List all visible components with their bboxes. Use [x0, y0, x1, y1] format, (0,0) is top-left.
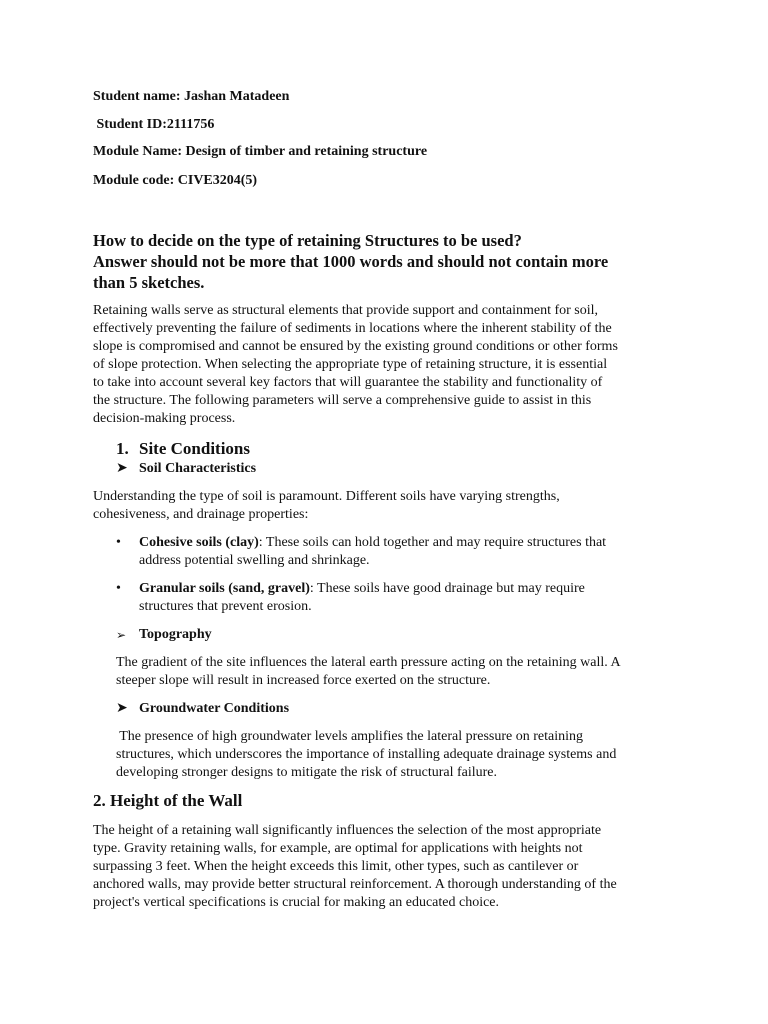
soil-line: cohesiveness, and drainage properties: — [93, 507, 309, 522]
topo-line: The gradient of the site influences the lateral earth pressure acting on the retaining wall. A — [116, 655, 621, 670]
granular-label: Granular soils (sand, gravel) — [139, 581, 310, 596]
gw-line: structures, which underscores the importance of installing adequate drainage systems and — [116, 747, 617, 762]
intro-line: to take into account several key factors that will guarantee the stability and functionality of — [93, 375, 603, 390]
question-heading — [93, 230, 693, 293]
granular-bullet — [139, 580, 679, 616]
intro-line: the structure. The following parameters will serve a comprehensive guide to assist in this — [93, 393, 592, 408]
height-line: project's vertical specifications is crucial for making an educated choice. — [93, 895, 500, 910]
small-arrow-bullet-icon: ➢ — [116, 628, 127, 642]
intro-line: Retaining walls serve as structural elements that provide support and containment for soil, — [93, 303, 599, 318]
cohesive-text: : These soils can hold together and may require structures that — [258, 535, 607, 550]
question-line-2: Answer should not be more that 1000 words and should not contain more — [93, 252, 609, 271]
topo-line: steeper slope will result in increased force exerted on the structure. — [116, 673, 491, 688]
granular-text: : These soils have good drainage but may require — [309, 581, 585, 596]
soil-characteristics-title: Soil Characteristics — [139, 461, 257, 476]
intro-line: of slope protection. When selecting the appropriate type of retaining structure, it is essential — [93, 357, 608, 372]
soil-line: Understanding the type of soil is paramount. Different soils have varying strengths, — [93, 489, 560, 504]
student-name: Student name: Jashan Matadeen — [93, 89, 290, 104]
topography-paragraph — [116, 654, 681, 690]
gw-line: The presence of high groundwater levels amplifies the lateral pressure on retaining — [116, 729, 584, 744]
cohesive-label: Cohesive soils (clay) — [139, 535, 259, 550]
granular-text-2: structures that prevent erosion. — [139, 599, 312, 614]
section1-title: Site Conditions — [139, 439, 250, 458]
height-line: anchored walls, may provide better structural reinforcement. A thorough understanding of the — [93, 877, 617, 892]
student-id: Student ID:2111756 — [93, 117, 215, 132]
question-line-1: How to decide on the type of retaining Structures to be used? — [93, 231, 522, 250]
module-name: Module Name: Design of timber and retaining structure — [93, 144, 428, 159]
arrow-bullet-icon: ➤ — [116, 701, 128, 716]
height-line: type. Gravity retaining walls, for example, are optimal for applications with heights not — [93, 841, 583, 856]
arrow-bullet-icon: ➤ — [116, 461, 128, 476]
height-line: surpassing 3 feet. When the height exceeds this limit, other types, such as cantilever or — [93, 859, 579, 874]
intro-line: slope is compromised and cannot be ensured by the existing ground conditions or other forms — [93, 339, 618, 354]
module-code: Module code: CIVE3204(5) — [93, 173, 258, 188]
section1-number: 1. — [116, 439, 129, 458]
cohesive-bullet — [139, 534, 679, 570]
section2-paragraph — [93, 822, 683, 912]
intro-line: effectively preventing the failure of sediments in locations where the inherent stability of the — [93, 321, 612, 336]
intro-line: decision-making process. — [93, 411, 236, 426]
gw-line: developing stronger designs to mitigate the risk of structural failure. — [116, 765, 498, 780]
section2-title: 2. Height of the Wall — [93, 791, 243, 810]
topography-title: Topography — [139, 627, 212, 642]
bullet-dot-icon: • — [116, 535, 121, 550]
groundwater-title: Groundwater Conditions — [139, 701, 290, 716]
height-line: The height of a retaining wall significantly influences the selection of the most appropriate — [93, 823, 602, 838]
bullet-dot-icon: • — [116, 581, 121, 596]
intro-paragraph — [93, 302, 683, 428]
cohesive-text-2: address potential swelling and shrinkage. — [139, 553, 370, 568]
groundwater-paragraph — [116, 728, 681, 782]
question-line-3: than 5 sketches. — [93, 273, 205, 292]
soil-paragraph — [93, 488, 683, 524]
